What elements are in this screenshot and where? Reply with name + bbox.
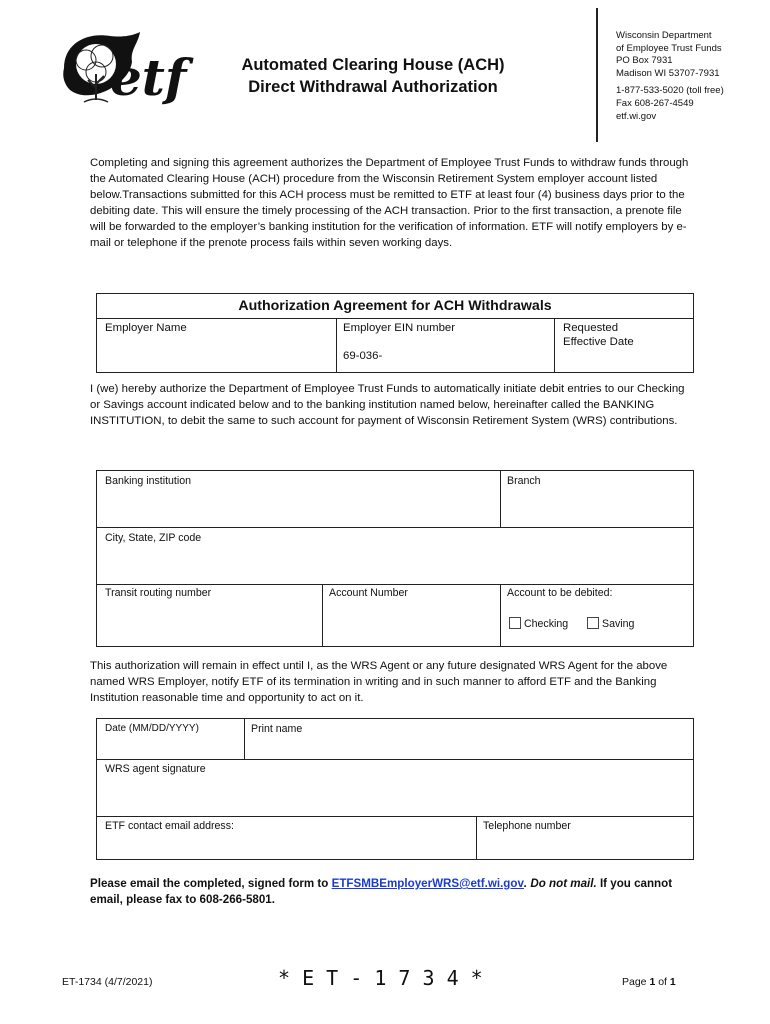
account-number-field[interactable] — [323, 585, 501, 646]
effect-paragraph: This authorization will remain in effect until I, as the WRS Agent or any future designated WRS Agent for the above named WRS Employer, notify ETF of its termination in writing and in such manner to afford ETF and the Banking Institution reasonable time and opportunity to act on it. — [90, 660, 668, 704]
date-label: Date (MM/DD/YYYY) — [105, 723, 199, 734]
agreement-table — [96, 293, 694, 373]
phone-line: 1-877-533-5020 (toll free) — [616, 85, 724, 97]
ein-label: Employer EIN number — [343, 322, 456, 334]
saving-checkbox[interactable] — [587, 617, 599, 629]
routing-number-label: Transit routing number — [105, 587, 212, 599]
website-line: etf.wi.gov — [616, 110, 657, 122]
print-name-field[interactable] — [245, 719, 693, 759]
city-state-zip-label: City, State, ZIP code — [105, 532, 202, 544]
print-name-label: Print name — [251, 723, 303, 735]
title-line-2: Direct Withdrawal Authorization — [248, 78, 498, 96]
effective-date-label-1: Requested — [563, 322, 619, 334]
fax-instructions: If you cannot email, please fax to 608-266-5801. — [90, 877, 673, 906]
page-current: 1 — [649, 976, 656, 988]
logo-text: etf — [110, 48, 187, 107]
employer-name-label: Employer Name — [105, 322, 187, 334]
page-title — [218, 54, 528, 98]
page-number — [622, 976, 676, 988]
banking-institution-label: Banking institution — [105, 475, 191, 487]
bank-table — [96, 470, 694, 647]
telephone-field[interactable] — [477, 817, 693, 859]
saving-option[interactable] — [587, 617, 634, 630]
date-field[interactable] — [97, 719, 245, 759]
branch-field[interactable] — [501, 471, 693, 527]
instructions-text: Please email the completed, signed form to — [90, 877, 332, 890]
effective-date-field[interactable] — [555, 319, 693, 372]
telephone-label: Telephone number — [483, 820, 571, 832]
contact-email-field[interactable] — [97, 817, 477, 859]
routing-number-field[interactable] — [97, 585, 323, 646]
agent-signature-label: WRS agent signature — [105, 763, 206, 775]
agent-signature-field[interactable] — [97, 760, 693, 816]
account-type-label: Account to be debited: — [507, 587, 613, 599]
contact-email-label: ETF contact email address: — [105, 820, 234, 832]
saving-label: Saving — [602, 618, 635, 630]
employer-name-field[interactable] — [97, 319, 337, 372]
etf-logo — [60, 30, 205, 125]
address-line: PO Box 7931 — [616, 55, 673, 67]
fax-line: Fax 608-267-4549 — [616, 97, 694, 109]
submission-instructions — [90, 876, 690, 908]
employer-ein-field[interactable] — [337, 319, 555, 372]
title-line-1: Automated Clearing House (ACH) — [241, 56, 505, 74]
authorization-paragraph: I (we) hereby authorize the Department of Employee Trust Funds to automatically initiate debit entries to our Checking or Savings account indicated below and to the banking institution named below, hereinafter called the BANKING INSTITUTION, to debit the same to such account for payment of Wisconsin Retirement System (WRS) contributions. — [90, 383, 685, 427]
account-number-label: Account Number — [329, 587, 408, 599]
page-of: of — [655, 976, 670, 988]
banking-institution-field[interactable] — [97, 471, 501, 527]
address-line: Madison WI 53707-7931 — [616, 67, 720, 79]
city-state-zip-field[interactable] — [97, 528, 693, 584]
signature-table — [96, 718, 694, 860]
barcode-text: * E T - 1 7 3 4 * — [278, 966, 483, 990]
do-not-mail-text: . Do not mail. — [523, 877, 597, 890]
account-type-field — [501, 585, 693, 646]
branch-label: Branch — [507, 475, 541, 487]
intro-paragraph: Completing and signing this agreement authorizes the Department of Employee Trust Funds to withdraw funds through the Automated Clearing House (ACH) procedure from the Wisconsin Retirement System employer account listed below.Transactions submitted for this ACH process must be remitted to ETF at least four (4) business days prior to the debiting date. This will ensure the timely processing of the ACH transaction. Prior to the first transaction, a prenote file will be forwarded to the employer’s banking institution for the verification of information. ETF will notify employers by e-mail or telephone if the prenote process fails within seven working days. — [90, 157, 689, 249]
email-link[interactable]: ETFSMBEmployerWRS@etf.wi.gov — [331, 877, 524, 890]
address-line: of Employee Trust Funds — [616, 42, 722, 54]
checking-checkbox[interactable] — [509, 617, 521, 629]
ein-prefix: 69-036- — [343, 350, 383, 362]
effective-date-label-2: Effective Date — [563, 336, 634, 348]
page-total: 1 — [669, 976, 676, 988]
address-line: Wisconsin Department — [616, 30, 712, 41]
form-id: ET-1734 (4/7/2021) — [62, 976, 153, 988]
checking-option[interactable] — [509, 617, 568, 630]
agreement-heading: Authorization Agreement for ACH Withdrawals — [238, 298, 552, 314]
agency-address — [616, 30, 724, 123]
checking-label: Checking — [524, 618, 569, 630]
page-prefix: Page — [622, 976, 650, 988]
header-divider — [596, 8, 598, 142]
